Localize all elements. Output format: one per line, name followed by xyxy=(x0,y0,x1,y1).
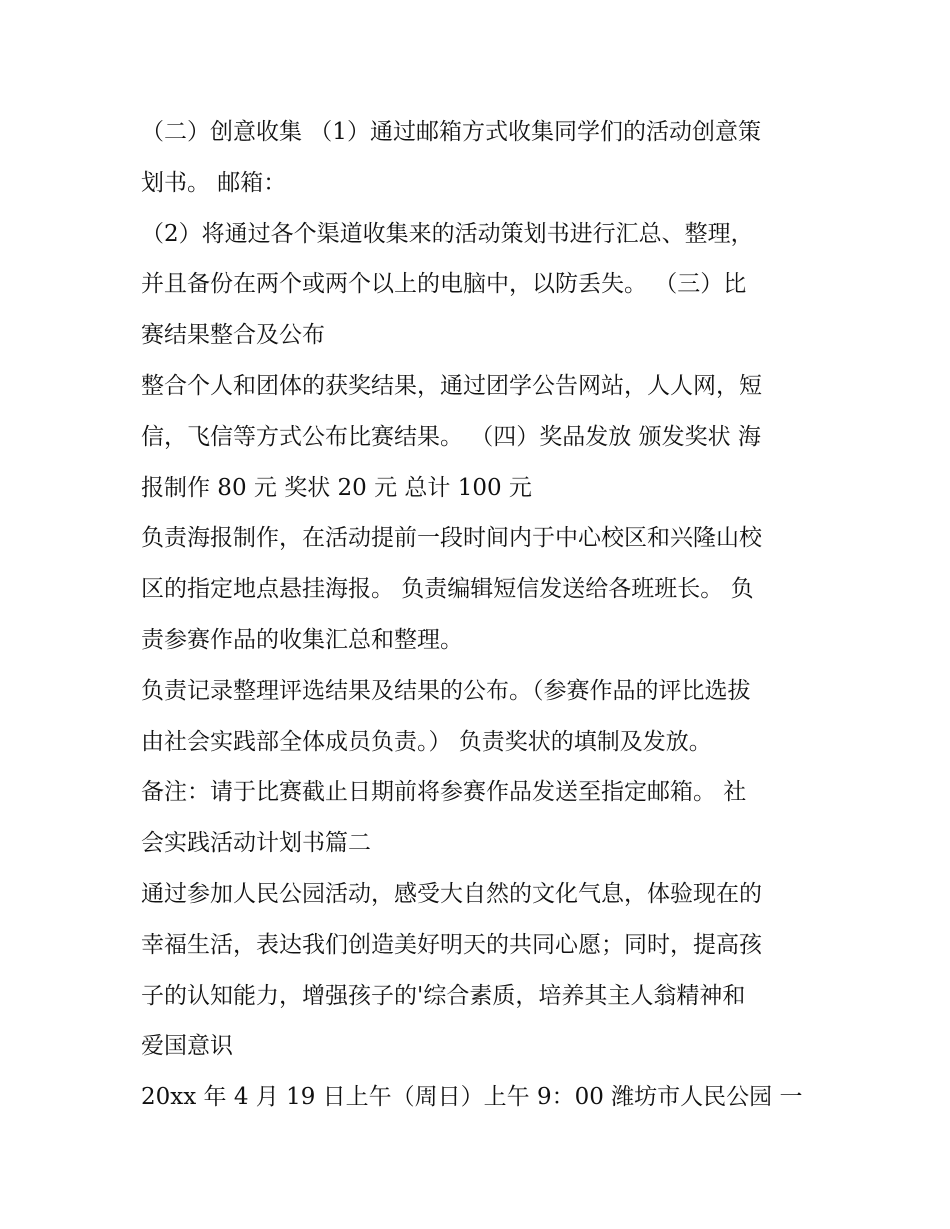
text-line: 备注：请于比赛截止日期前将参赛作品发送至指定邮箱。 社 xyxy=(141,779,747,806)
text-line: 负责海报制作，在活动提前一段时间内于中心校区和兴隆山校 xyxy=(141,525,762,552)
text-line: 子的认知能力，增强孩子的'综合素质，培养其主人翁精神和 xyxy=(141,982,746,1009)
text-line: 信，飞信等方式公布比赛结果。 （四）奖品发放 颁发奖状 海 xyxy=(141,423,761,450)
text-line: 幸福生活，表达我们创造美好明天的共同心愿；同时，提高孩 xyxy=(141,931,762,958)
text-line: 报制作 80 元 奖状 20 元 总计 100 元 xyxy=(141,474,532,501)
text-line: 20xx 年 4 月 19 日上午（周日）上午 9：00 潍坊市人民公园 一 xyxy=(141,1084,803,1111)
text-line: （2）将通过各个渠道收集来的活动策划书进行汇总、整理， xyxy=(141,220,754,247)
text-line: 会实践活动计划书篇二 xyxy=(141,830,371,857)
text-line: 负责记录整理评选结果及结果的公布。（参赛作品的评比选拔 xyxy=(141,677,751,704)
text-line: （二）创意收集 （1）通过邮箱方式收集同学们的活动创意策 xyxy=(141,119,761,145)
text-line: 通过参加人民公园活动，感受大自然的文化气息，体验现在的 xyxy=(141,880,762,907)
text-line: 划书。 邮箱： xyxy=(141,169,287,196)
text-line: 赛结果整合及公布 xyxy=(141,322,325,349)
text-line: 整合个人和团体的获奖结果，通过团学公告网站，人人网，短 xyxy=(141,372,762,399)
text-line: 区的指定地点悬挂海报。 负责编辑短信发送给各班班长。 负 xyxy=(141,576,754,603)
text-line: 由社会实践部全体成员负责。） 负责奖状的填制及发放。 xyxy=(141,728,712,755)
text-line: 责参赛作品的收集汇总和整理。 xyxy=(141,626,463,653)
text-line: 并且备份在两个或两个以上的电脑中，以防丢失。 （三）比 xyxy=(141,271,747,298)
document-body xyxy=(141,107,821,1123)
text-line: 爱国意识 xyxy=(141,1033,233,1060)
